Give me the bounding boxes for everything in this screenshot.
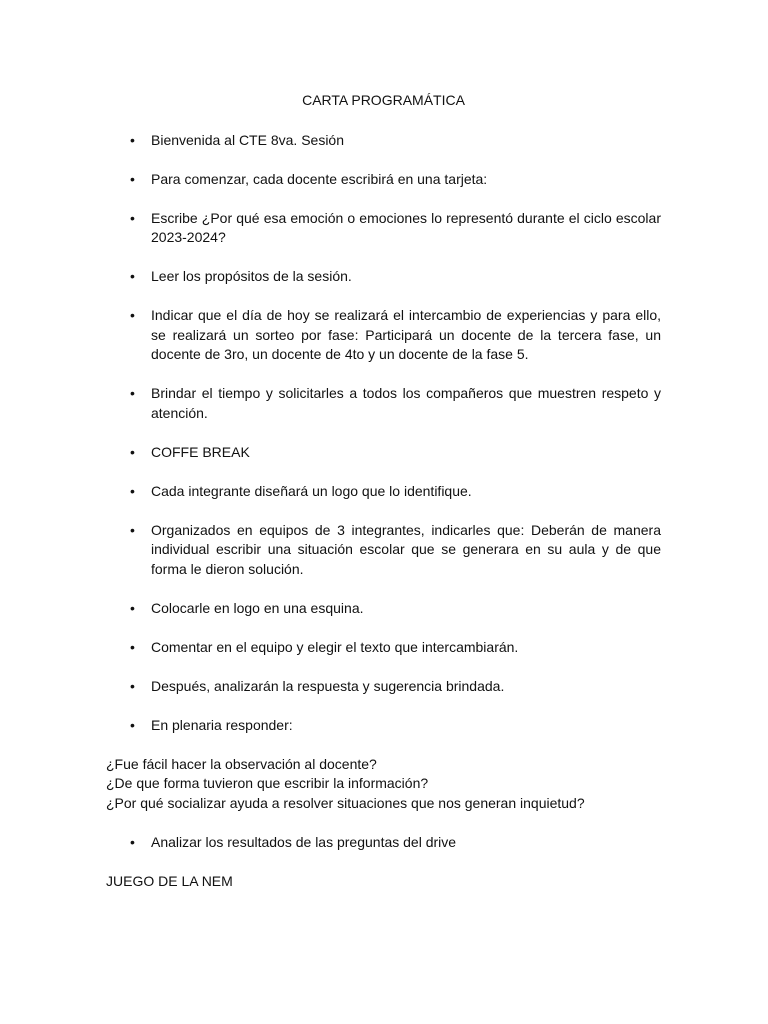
list-item-text: Escribe ¿Por qué esa emoción o emociones lo representó durante el ciclo escolar 2023-2024? bbox=[151, 209, 661, 245]
bullet-icon: • bbox=[130, 268, 135, 284]
bullet-icon: • bbox=[130, 833, 135, 850]
bullet-icon: • bbox=[130, 482, 135, 499]
plenary-questions bbox=[106, 755, 661, 814]
list-item-text: COFFE BREAK bbox=[151, 443, 250, 460]
document-title: CARTA PROGRAMÁTICA bbox=[302, 92, 465, 108]
closing-line: JUEGO DE LA NEM bbox=[106, 872, 233, 889]
list-item-text: Brindar el tiempo y solicitarles a todos los compañeros que muestren respeto y atención. bbox=[151, 385, 661, 421]
list-item bbox=[106, 638, 661, 658]
list-item bbox=[106, 443, 661, 463]
bullet-icon: • bbox=[130, 443, 135, 460]
list-item bbox=[106, 131, 661, 151]
bullet-icon: • bbox=[130, 521, 135, 538]
list-item bbox=[106, 521, 661, 580]
list-item-text: Comentar en el equipo y elegir el texto que intercambiarán. bbox=[151, 638, 519, 655]
list-item-text: Bienvenida al CTE 8va. Sesión bbox=[151, 131, 344, 148]
bullet-icon: • bbox=[130, 638, 135, 655]
list-item-text: Cada integrante diseñará un logo que lo identifique. bbox=[151, 482, 472, 499]
list-item bbox=[106, 599, 661, 619]
question-line: ¿Por qué socializar ayuda a resolver situaciones que nos generan inquietud? bbox=[106, 794, 585, 811]
list-item-text: Indicar que el día de hoy se realizará el intercambio de experiencias y para ello, se realizará un sorteo por fase: Participará un docente de la tercera fase, un docente de 3ro, un docente de 4to y un docente de la fase 5. bbox=[151, 307, 661, 362]
list-item-text: Después, analizarán la respuesta y sugerencia brindada. bbox=[151, 677, 505, 694]
bullet-icon: • bbox=[130, 677, 135, 694]
list-item bbox=[106, 209, 661, 248]
list-item-text: En plenaria responder: bbox=[151, 716, 293, 733]
list-item bbox=[106, 267, 661, 287]
list-item bbox=[106, 833, 661, 853]
list-item-text: Colocarle en logo en una esquina. bbox=[151, 599, 364, 616]
bullet-icon: • bbox=[130, 599, 135, 616]
list-item-text: Leer los propósitos de la sesión. bbox=[151, 268, 352, 284]
list-item-text: Para comenzar, cada docente escribirá en una tarjeta: bbox=[151, 170, 488, 187]
question-line: ¿Fue fácil hacer la observación al docente? bbox=[106, 755, 377, 772]
list-item-text: Analizar los resultados de las preguntas del drive bbox=[151, 833, 457, 850]
bullet-icon: • bbox=[130, 170, 135, 187]
list-item bbox=[106, 716, 661, 736]
list-item bbox=[106, 170, 661, 190]
question-line: ¿De que forma tuvieron que escribir la información? bbox=[106, 775, 429, 791]
bullet-icon: • bbox=[130, 385, 135, 401]
bullet-icon: • bbox=[130, 131, 135, 148]
list-item bbox=[106, 677, 661, 697]
followup-list bbox=[106, 833, 661, 853]
bullet-icon: • bbox=[130, 209, 135, 226]
list-item bbox=[106, 306, 661, 365]
bullet-icon: • bbox=[130, 716, 135, 733]
list-item-text: Organizados en equipos de 3 integrantes, indicarles que: Deberán de manera individual escribir una situación escolar que se generara en su aula y de que forma le dieron solución. bbox=[151, 521, 661, 577]
list-item bbox=[106, 384, 661, 423]
bullet-icon: • bbox=[130, 307, 135, 323]
list-item bbox=[106, 482, 661, 502]
agenda-list bbox=[106, 131, 661, 736]
